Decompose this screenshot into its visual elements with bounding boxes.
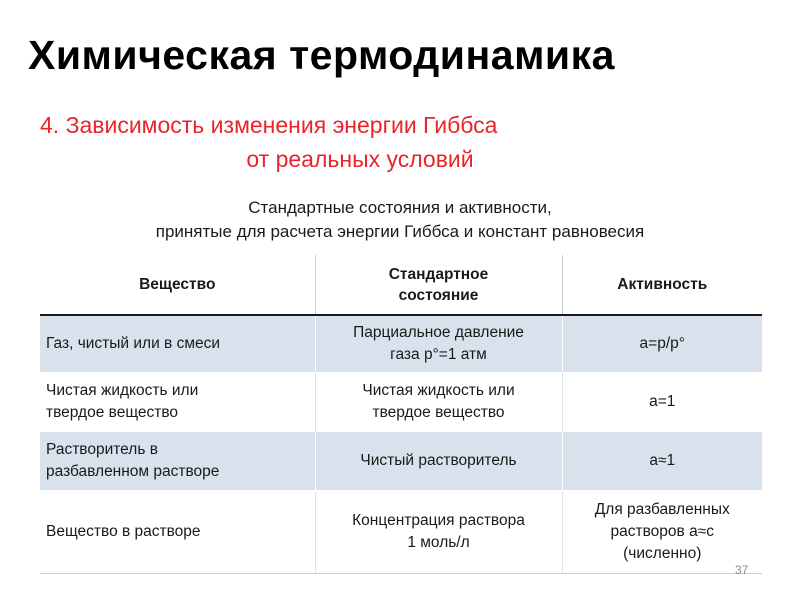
cell-activity xyxy=(562,491,762,574)
table-caption xyxy=(40,196,760,244)
slide-title: Химическая термодинамика xyxy=(28,32,615,78)
cell-line: Концентрация раствора xyxy=(352,512,525,529)
cell-substance xyxy=(40,432,315,491)
cell-line: а=1 xyxy=(649,393,676,410)
cell-line: твердое вещество xyxy=(372,404,505,421)
caption-line-2: принятые для расчета энергии Гиббса и констант равновесия xyxy=(155,222,645,241)
cell-standard-state xyxy=(315,373,562,432)
table-header-row xyxy=(40,255,762,315)
cell-substance xyxy=(40,373,315,432)
cell-line: Газ, чистый или в смеси xyxy=(46,335,221,352)
cell-line: Для разбавленных xyxy=(594,501,730,518)
cell-line: газа р°=1 атм xyxy=(390,346,487,363)
cell-line: растворов а≈с xyxy=(610,523,714,540)
cell-standard-state xyxy=(315,491,562,574)
table-row xyxy=(40,373,762,432)
header-standard-state-line-1: Стандартное xyxy=(388,265,489,283)
cell-line: (численно) xyxy=(623,545,702,562)
slide-subtitle xyxy=(40,108,560,176)
cell-activity xyxy=(562,432,762,491)
cell-activity xyxy=(562,373,762,432)
cell-activity xyxy=(562,315,762,373)
header-standard-state xyxy=(315,255,562,315)
header-activity: Активность xyxy=(562,255,762,315)
cell-line: разбавленном растворе xyxy=(46,463,220,480)
cell-line: Вещество в растворе xyxy=(46,523,201,540)
header-standard-state-line-2: состояние xyxy=(398,286,479,304)
caption-line-1: Стандартные состояния и активности, xyxy=(248,198,552,217)
page-number: 37 xyxy=(735,563,749,577)
cell-standard-state xyxy=(315,432,562,491)
table-row xyxy=(40,315,762,373)
cell-line: а=р/р° xyxy=(639,335,685,352)
cell-standard-state xyxy=(315,315,562,373)
subtitle-line-1: 4. Зависимость изменения энергии Гиббса xyxy=(40,112,498,138)
cell-line: Растворитель в xyxy=(46,441,158,458)
table-row xyxy=(40,432,762,491)
cell-substance xyxy=(40,315,315,373)
cell-line: твердое вещество xyxy=(46,404,179,421)
cell-line: Чистая жидкость или xyxy=(362,382,515,399)
standard-states-table xyxy=(40,255,762,574)
cell-line: 1 моль/л xyxy=(407,534,470,551)
table-row xyxy=(40,491,762,574)
header-substance: Вещество xyxy=(40,255,315,315)
cell-line: Парциальное давление xyxy=(353,324,524,341)
subtitle-line-2: от реальных условий xyxy=(246,146,474,172)
cell-substance xyxy=(40,491,315,574)
cell-line: а≈1 xyxy=(649,452,676,469)
cell-line: Чистый растворитель xyxy=(360,452,517,469)
cell-line: Чистая жидкость или xyxy=(46,382,199,399)
